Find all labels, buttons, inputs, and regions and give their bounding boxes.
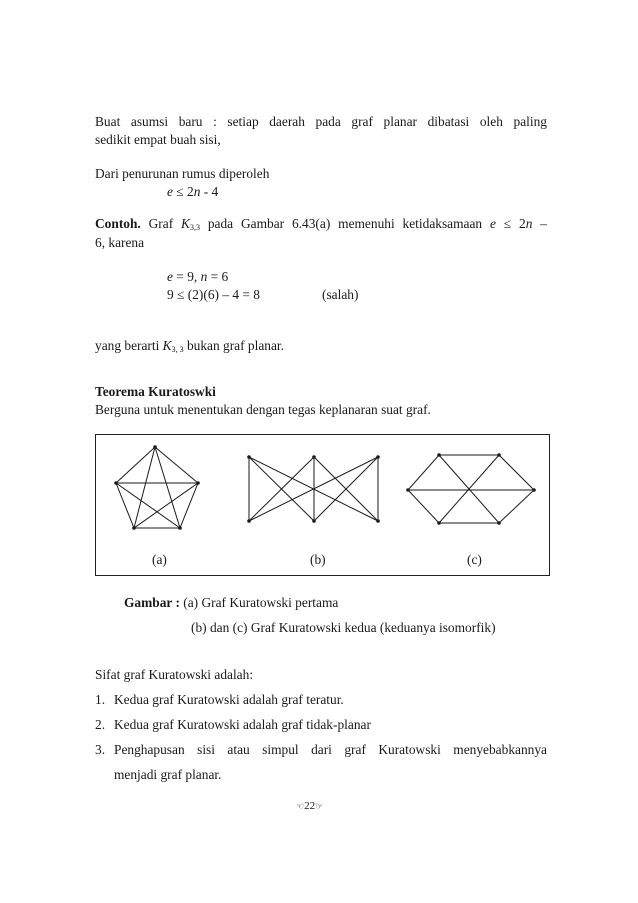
example-ineq-n: n (525, 216, 533, 231)
example-calc-2: 9 ≤ (2)(6) – 4 = 8 (167, 287, 260, 302)
formula-e: e (167, 184, 173, 199)
assumption-line-2: sedikit empat buah sisi, (95, 132, 221, 147)
properties-intro: Sifat graf Kuratowski adalah: (95, 667, 254, 682)
example-text-b: pada Gambar 6.43(a) memenuhi ketidaksamaan (199, 216, 490, 231)
property-3-text-2: menjadi graf planar. (114, 767, 222, 782)
example-label: Contoh. (95, 216, 141, 231)
figure-label-c: (c) (467, 552, 482, 567)
property-3-num: 3. (95, 742, 106, 757)
formula-mid: ≤ 2 (172, 184, 194, 199)
theorem-desc: Berguna untuk menentukan dengan tegas keplanaran suat graf. (95, 402, 431, 417)
example-ineq-e: e (489, 216, 496, 231)
conclusion-k-sub: 3, 3 (171, 345, 184, 354)
figure-box (95, 434, 550, 576)
formula-n: n (193, 184, 201, 199)
formula-tail: - 4 (200, 184, 219, 199)
conclusion-k: K (162, 338, 172, 353)
derivation-formula (167, 183, 218, 200)
figure-label-b: (b) (310, 552, 326, 567)
property-3-text: Penghapusan sisi atau simpul dari graf Kuratowski menyebabkannya (114, 742, 547, 757)
example-ineq-end: – (532, 216, 547, 231)
graph-c-outer-edges (408, 455, 534, 523)
figure-caption-2: (b) dan (c) Graf Kuratowski kedua (keduanya isomorfik) (191, 620, 496, 635)
graph-a-k5 (116, 447, 198, 528)
example-k-sub: 3,3 (189, 223, 200, 232)
example-calc-1 (167, 268, 228, 285)
example-k: K (181, 216, 190, 231)
graph-b-k33 (249, 457, 378, 521)
calc-n: n (200, 269, 208, 284)
assumption-line-1: Buat asumsi baru : setiap daerah pada graf planar dibatasi oleh paling (95, 114, 547, 129)
property-2-num: 2. (95, 717, 106, 732)
conclusion (95, 337, 284, 358)
page-number-wrap (296, 798, 323, 816)
conclusion-post: bukan graf planar. (183, 338, 284, 353)
hand-pointing-left-icon: ☜ (296, 802, 305, 812)
example-text-a: Graf (140, 216, 182, 231)
graph-vertices (114, 445, 536, 530)
property-1-num: 1. (95, 692, 106, 707)
page-number: 22 (304, 800, 316, 812)
property-2-text: Kedua graf Kuratowski adalah graf tidak-planar (114, 717, 371, 732)
example-line-2: 6, karena (95, 235, 145, 250)
derivation-intro: Dari penurunan rumus diperoleh (95, 166, 270, 181)
hand-pointing-right-icon: ☞ (315, 802, 324, 812)
example-line-1 (95, 215, 547, 236)
figure-label-a: (a) (152, 552, 167, 567)
figure-caption-1 (124, 594, 338, 611)
theorem-title: Teorema Kuratoswki (95, 384, 216, 399)
example-calc-note: (salah) (322, 287, 359, 302)
conclusion-pre: yang berarti (95, 338, 163, 353)
graph-a-outer-edges (116, 447, 198, 528)
calc-eq1: = 9, (172, 269, 201, 284)
calc-e: e (167, 269, 173, 284)
graph-a-star-edges (116, 447, 198, 528)
property-1-text: Kedua graf Kuratowski adalah graf teratur. (114, 692, 344, 707)
figure-caption-text-1: (a) Graf Kuratowski pertama (179, 595, 339, 610)
graph-c-k33-hexagon (408, 455, 534, 523)
figure-caption-label: Gambar : (124, 595, 180, 610)
calc-eq2: = 6 (207, 269, 229, 284)
example-ineq-mid: ≤ 2 (495, 216, 526, 231)
